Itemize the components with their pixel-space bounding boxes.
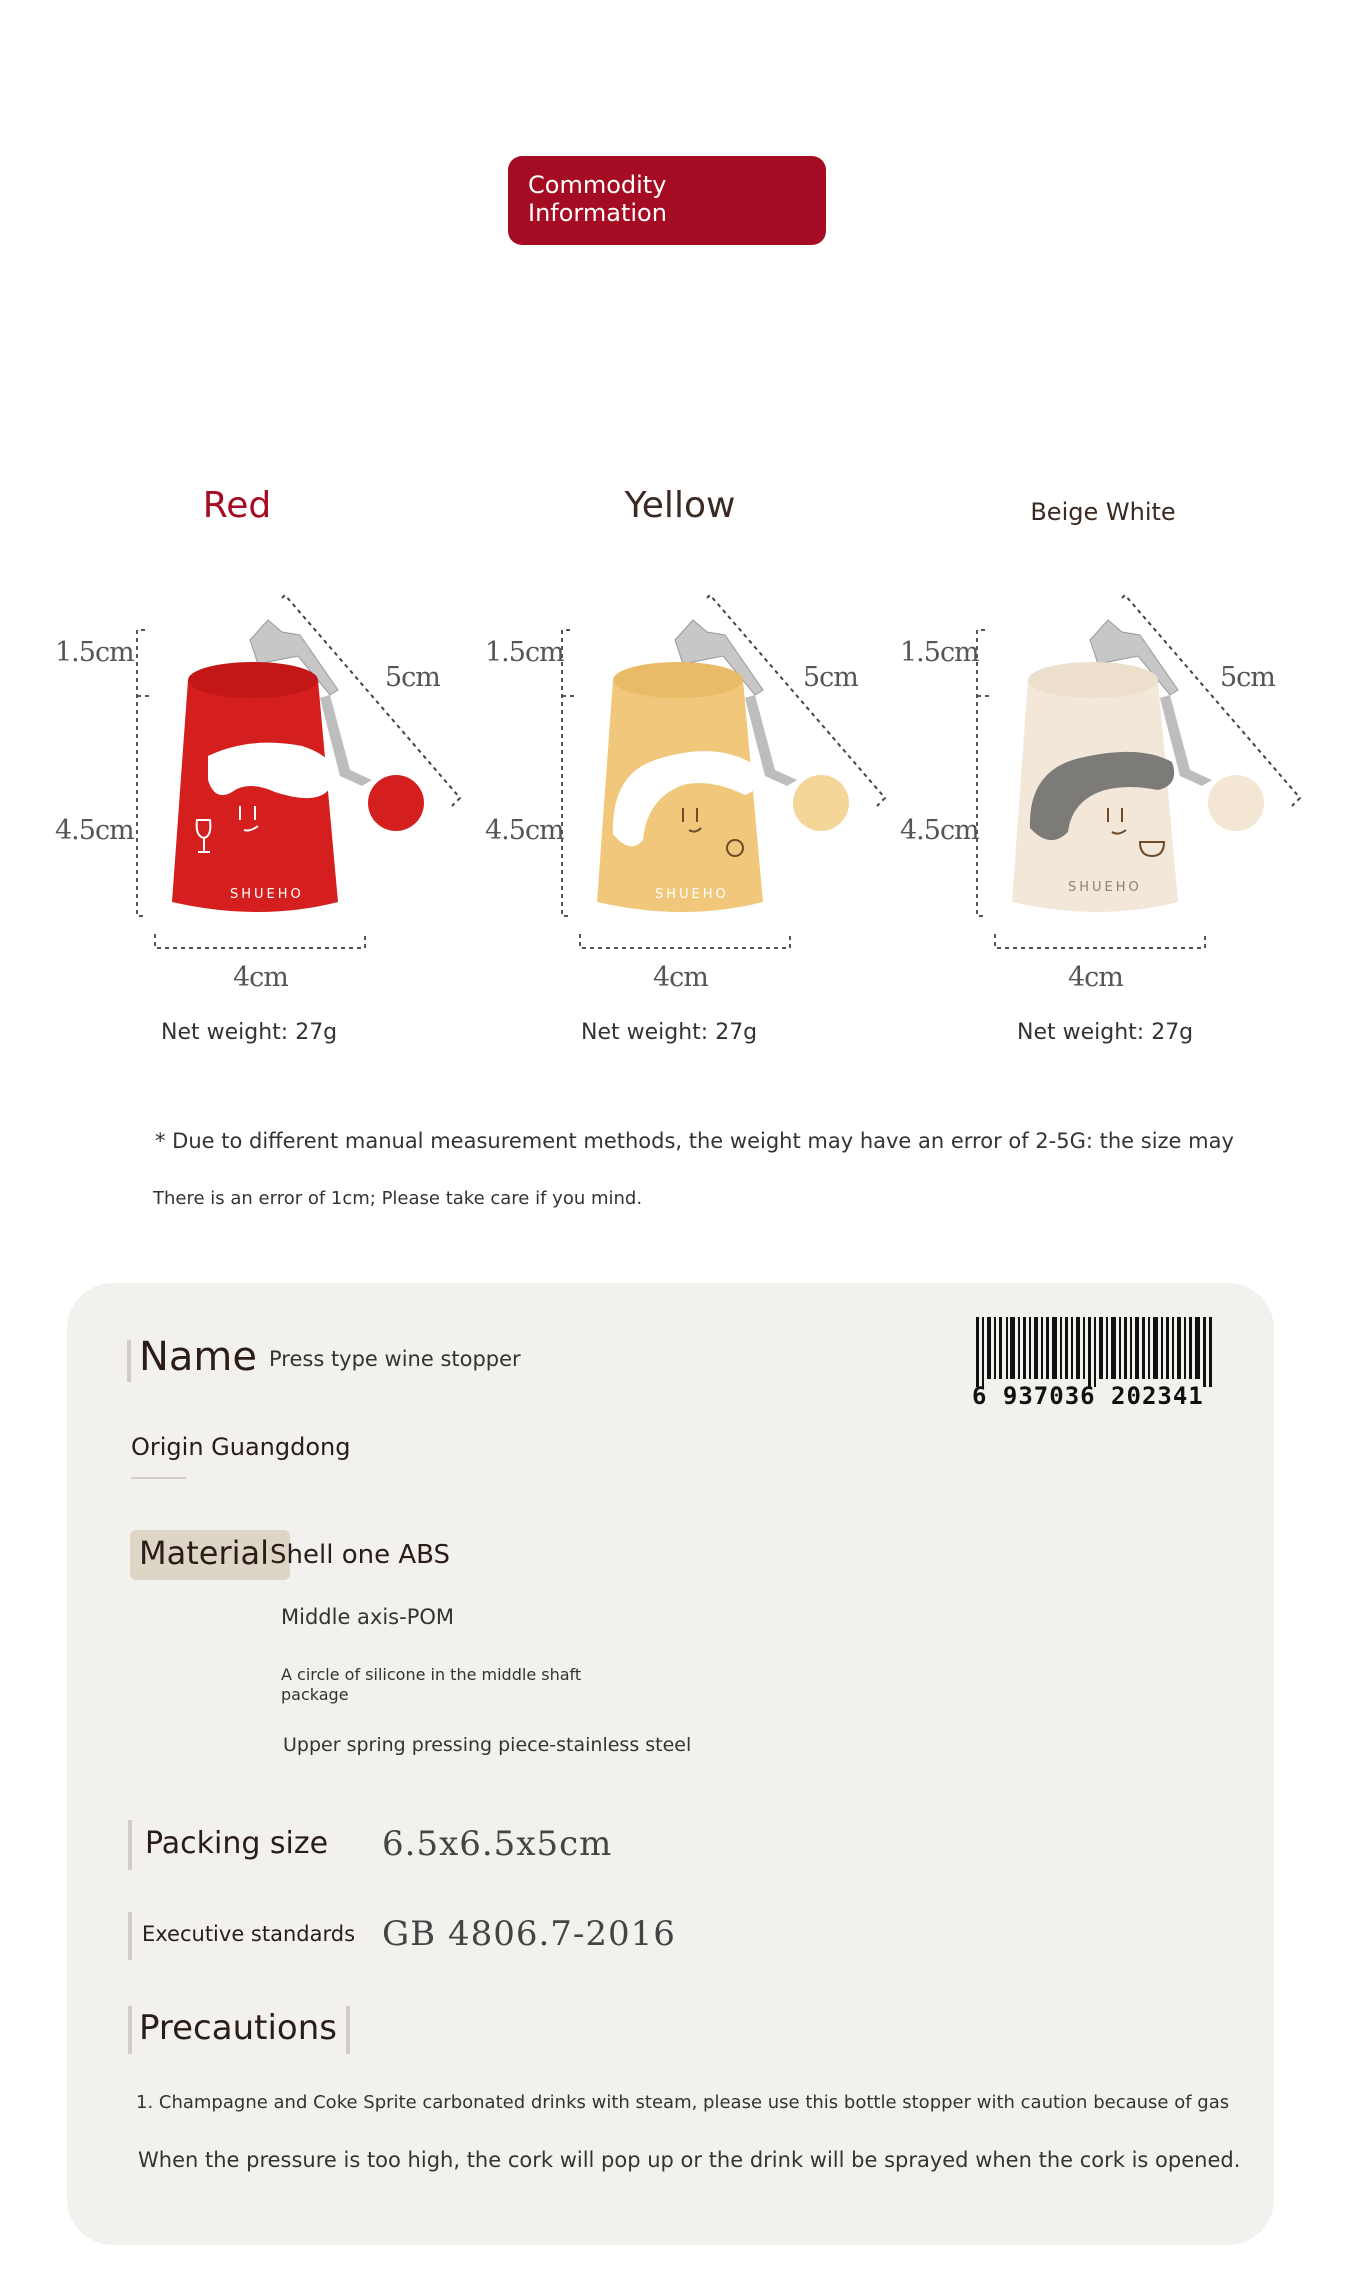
barcode: [972, 1317, 1220, 1407]
name-label-bar: [127, 1340, 131, 1382]
packing-size-label: Packing size: [145, 1826, 329, 1861]
standards-label-bar: [128, 1912, 132, 1960]
red-handle-length: 5cm: [385, 662, 440, 693]
measurement-note-line-2: There is an error of 1cm; Please take care if you mind.: [153, 1188, 643, 1209]
variant-name-red: Red: [202, 485, 272, 526]
name-label: Name: [139, 1334, 258, 1380]
beige-net-weight: Net weight: 27g: [1017, 1020, 1194, 1045]
beige-body-height: 4.5cm: [900, 815, 979, 846]
product-illustrations: [0, 580, 1345, 1000]
material-item-3: A circle of silicone in the middle shaft package: [281, 1665, 582, 1704]
red-top-height: 1.5cm: [55, 637, 134, 668]
precautions-line-1: 1. Champagne and Coke Sprite carbonated drinks with steam, please use this bottle stopper with caution because of gas: [136, 2092, 1230, 2113]
barcode-number: 6 937036 202341: [972, 1382, 1204, 1407]
beige-stopper-image: [977, 595, 1300, 948]
yellow-stopper-image: [562, 595, 885, 948]
yellow-width: 4cm: [653, 962, 708, 993]
yellow-body-height: 4.5cm: [485, 815, 564, 846]
measurement-note-line-1: * Due to different manual measurement methods, the weight may have an error of 2-5G: the size may: [155, 1129, 1234, 1153]
yellow-brand: SHUEHO: [655, 887, 729, 902]
red-stopper-image: [137, 595, 460, 948]
variant-name-yellow: Yellow: [624, 485, 736, 526]
origin: Origin Guangdong: [131, 1433, 351, 1461]
precautions-line-2: When the pressure is too high, the cork will pop up or the drink will be sprayed when the cork is opened.: [138, 2148, 1241, 2172]
material-item-4: Upper spring pressing piece-stainless steel: [283, 1734, 692, 1756]
yellow-handle-length: 5cm: [803, 662, 858, 693]
name-value: Press type wine stopper: [269, 1347, 521, 1371]
yellow-top-height: 1.5cm: [485, 637, 564, 668]
beige-brand: SHUEHO: [1068, 880, 1142, 895]
material-item-1: Shell one ABS: [270, 1540, 451, 1570]
packing-label-bar: [128, 1820, 132, 1870]
precautions-label-bar-left: [128, 2006, 132, 2054]
badge-line-1: Commodity: [528, 171, 667, 199]
origin-underline: [131, 1477, 186, 1479]
executive-standards-value: GB 4806.7-2016: [382, 1914, 676, 1954]
precautions-label: Precautions: [139, 2008, 337, 2048]
red-body-height: 4.5cm: [55, 815, 134, 846]
material-item-2: Middle axis-POM: [281, 1605, 455, 1629]
packing-size-value: 6.5x6.5x5cm: [382, 1824, 613, 1864]
variant-name-beige: Beige White: [1030, 498, 1176, 526]
badge-line-2: Information: [528, 199, 667, 227]
yellow-net-weight: Net weight: 27g: [581, 1020, 758, 1045]
precautions-label-bar-right: [346, 2006, 350, 2054]
red-width: 4cm: [233, 962, 288, 993]
beige-width: 4cm: [1068, 962, 1123, 993]
beige-handle-length: 5cm: [1220, 662, 1275, 693]
red-brand: SHUEHO: [230, 887, 304, 902]
commodity-information-badge: [508, 156, 826, 245]
material-label: Material: [139, 1534, 269, 1572]
executive-standards-label: Executive standards: [142, 1922, 356, 1946]
beige-top-height: 1.5cm: [900, 637, 979, 668]
red-net-weight: Net weight: 27g: [161, 1020, 338, 1045]
